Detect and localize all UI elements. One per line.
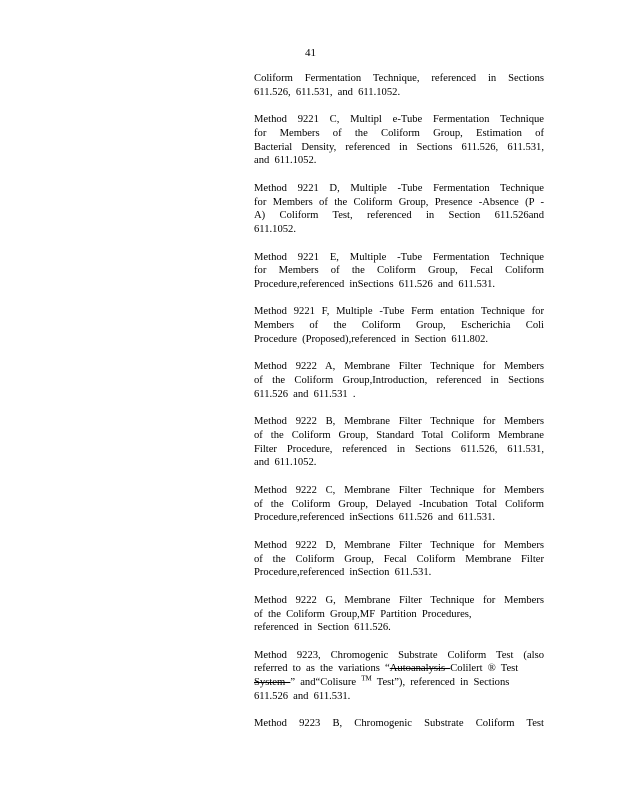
- text-line: Bacterial Density, referenced in Sections 611.526, 611.531,: [254, 141, 544, 153]
- text-fragment: Test”), referenced in Sections: [371, 677, 510, 689]
- text-line: 611.526, 611.531, and 611.1052.: [254, 86, 401, 98]
- text-line: of the Coliform Group, Delayed -Incubation Total Coliform: [254, 498, 544, 510]
- paragraph-method-9222d: [254, 539, 544, 580]
- paragraph-method-9221f: [254, 305, 544, 346]
- text-line: Procedure (Proposed),referenced in Section 611.802.: [254, 333, 489, 345]
- paragraph-method-9221c: [254, 113, 544, 167]
- text-line: of the Coliform Group, Standard Total Coliform Membrane: [254, 430, 544, 441]
- text-line: Method 9222 C, Membrane Filter Technique for Members: [254, 484, 544, 496]
- text-line: [254, 676, 544, 690]
- text-line: 611.526 and 611.531 .: [254, 388, 356, 400]
- text-fragment: Colilert ® Test: [450, 663, 519, 675]
- text-line: of the Coliform Group, Fecal Coliform Membrane Filter: [254, 553, 544, 565]
- paragraph-method-9223: [254, 649, 544, 703]
- text-line: Procedure,referenced inSection 611.531.: [254, 567, 432, 579]
- text-line: Method 9221 F, Multiple -Tube Ferm entation Technique for: [254, 306, 544, 318]
- text-line: Method 9223 B, Chromogenic Substrate Coliform Test: [254, 718, 544, 730]
- trademark-mark: TM: [361, 674, 372, 683]
- text-line: Procedure,referenced inSections 611.526 and 611.531.: [254, 278, 496, 290]
- text-fragment: ” and“Colisure: [290, 677, 362, 689]
- text-line: Coliform Fermentation Technique, referenced in Sections: [254, 73, 544, 84]
- text-line: Method 9222 D, Membrane Filter Technique for Members: [254, 539, 544, 551]
- paragraph-method-9222b: [254, 415, 544, 469]
- text-line: 611.1052.: [254, 223, 296, 235]
- paragraph-method-9221e: [254, 251, 544, 292]
- struck-text: Autoanalysis: [389, 663, 451, 675]
- text-line: Procedure,referenced inSections 611.526 and 611.531.: [254, 512, 496, 524]
- paragraph-method-9222c: [254, 484, 544, 525]
- struck-text: System: [254, 677, 291, 689]
- text-line: Filter Procedure, referenced in Sections 611.526, 611.531,: [254, 443, 544, 455]
- text-line: Method 9222 G, Membrane Filter Technique for Members: [254, 594, 544, 606]
- paragraph-coliform-fermentation: [254, 72, 544, 99]
- document-body: [254, 72, 544, 745]
- page-number: 41: [305, 47, 316, 59]
- text-line: referenced in Section 611.526.: [254, 622, 391, 634]
- text-line: for Members of the Coliform Group, Fecal Coliform: [254, 265, 544, 277]
- text-line: Members of the Coliform Group, Escherichia Coli: [254, 320, 544, 332]
- text-line: and 611.1052.: [254, 155, 317, 167]
- text-line: of the Coliform Group,Introduction, referenced in Sections: [254, 375, 544, 387]
- text-fragment: referred to as the variations “: [254, 663, 390, 675]
- paragraph-method-9222g: [254, 594, 544, 635]
- text-line: Method 9221 E, Multiple -Tube Fermentation Technique: [254, 251, 544, 263]
- paragraph-method-9222a: [254, 360, 544, 401]
- text-line: A) Coliform Test, referenced in Section 611.526and: [254, 210, 544, 222]
- text-line: Method 9222 B, Membrane Filter Technique for Members: [254, 416, 544, 428]
- text-line: 611.526 and 611.531.: [254, 690, 351, 702]
- paragraph-method-9223b: [254, 717, 544, 731]
- text-line: for Members of the Coliform Group, Estimation of: [254, 127, 544, 139]
- text-line: [254, 662, 544, 676]
- text-line: Method 9223, Chromogenic Substrate Coliform Test (also: [254, 649, 544, 661]
- text-line: of the Coliform Group,MF Partition Procedures,: [254, 608, 472, 620]
- paragraph-method-9221d: [254, 182, 544, 236]
- text-line: Method 9221 D, Multiple -Tube Fermentation Technique: [254, 182, 544, 194]
- text-line: and 611.1052.: [254, 457, 317, 469]
- text-line: Method 9221 C, Multipl e-Tube Fermentation Technique: [254, 114, 544, 126]
- text-line: Method 9222 A, Membrane Filter Technique for Members: [254, 361, 544, 373]
- text-line: for Members of the Coliform Group, Presence -Absence (P -: [254, 196, 544, 208]
